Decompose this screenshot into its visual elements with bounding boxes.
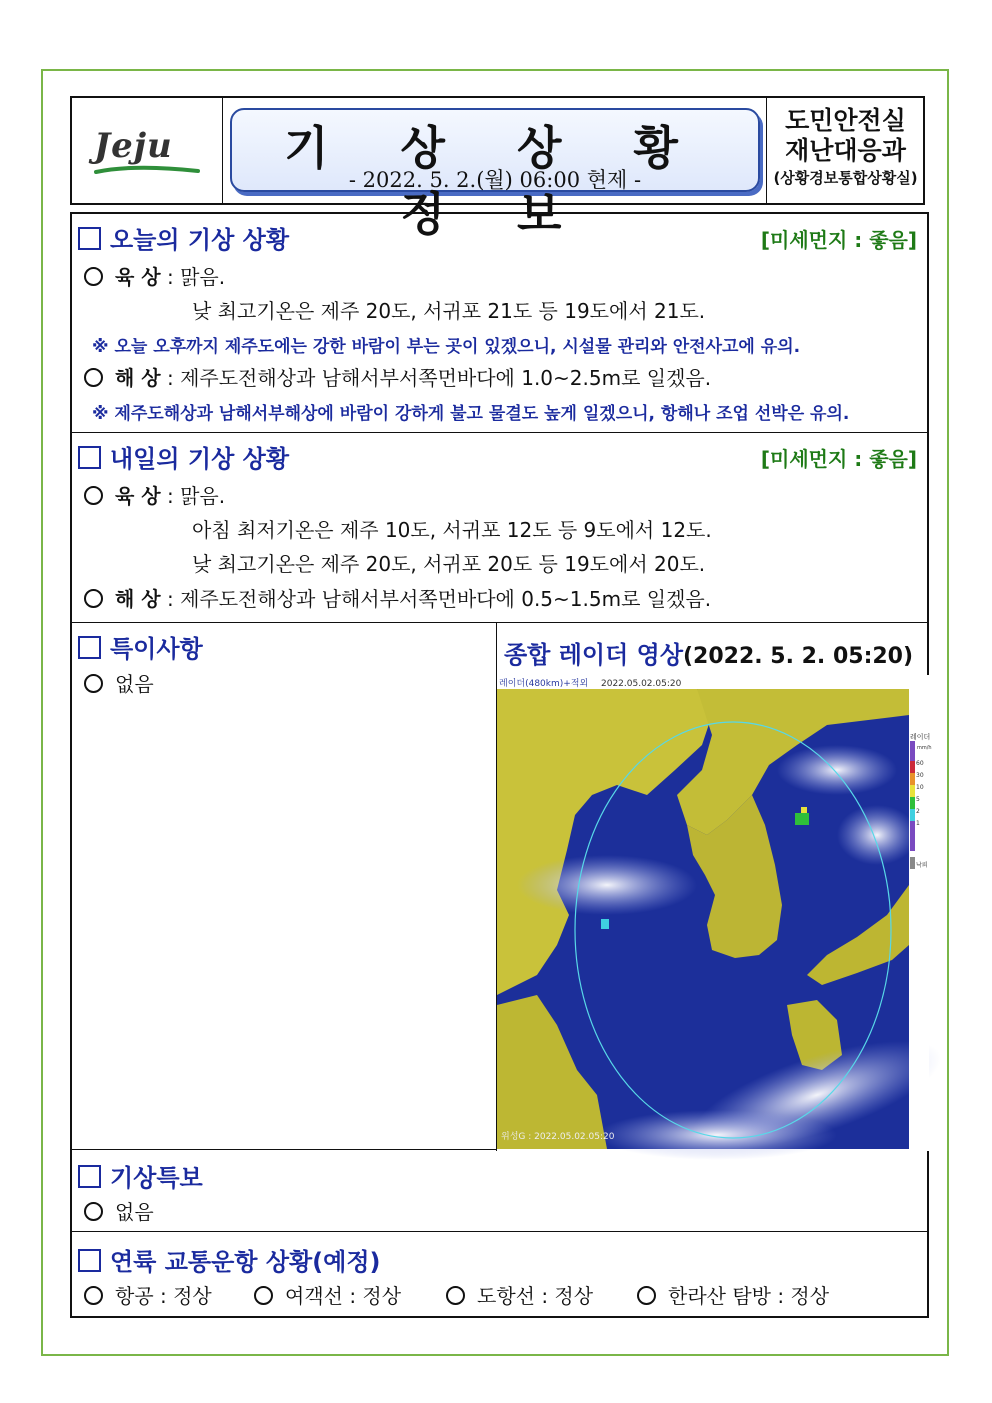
- circle-icon: [84, 1202, 103, 1221]
- logo-swash-icon: [94, 166, 200, 176]
- circle-icon: [84, 267, 103, 286]
- radar-legend-60: 60: [916, 760, 924, 767]
- checkbox-icon: [78, 1165, 101, 1188]
- special-item: 없음: [84, 668, 154, 697]
- radar-legend-10: 10: [916, 784, 924, 791]
- circle-icon: [637, 1286, 656, 1305]
- warning-title: 기상특보: [78, 1158, 203, 1193]
- warning-item: 없음: [84, 1196, 154, 1225]
- traffic-island-ferry: 도항선 : 정상: [446, 1280, 593, 1309]
- traffic-title: 연륙 교통운항 상황(예정): [78, 1242, 381, 1277]
- circle-icon: [84, 1286, 103, 1305]
- today-title: 오늘의 기상 상황: [78, 220, 289, 255]
- radar-image: [496, 675, 932, 1151]
- jeju-logo: Jeju: [94, 126, 173, 166]
- traffic-ferry: 여객선 : 정상: [254, 1280, 401, 1309]
- today-section: [72, 214, 927, 433]
- tomorrow-land-temp-min: 아침 최저기온은 제주 10도, 서귀포 12도 등 9도에서 12도.: [192, 518, 712, 542]
- today-sea: 해 상 : 제주도전해상과 남해서부서쪽먼바다에 1.0~2.5m로 일겠음.: [84, 362, 711, 391]
- tomorrow-sea: 해 상 : 제주도전해상과 남해서부서쪽먼바다에 0.5~1.5m로 일겠음.: [84, 583, 711, 612]
- radar-legend-lightning: 낙뢰: [916, 862, 928, 869]
- page-subtitle: - 2022. 5. 2.(월) 06:00 현제 -: [348, 168, 642, 192]
- radar-img-label-top: 레이더(480km)+적외: [499, 679, 589, 689]
- tomorrow-land-temp-max: 낮 최고기온은 제주 20도, 서귀포 20도 등 19도에서 20도.: [192, 552, 706, 576]
- org-line1: 도민안전실: [785, 106, 906, 135]
- today-land-note: ※ 오늘 오후까지 제주도에는 강한 바람이 부는 곳이 있겠으니, 시설물 관리와 안전사고에 유의.: [92, 337, 801, 357]
- radar-title: 종합 레이더 영상(2022. 5. 2. 05:20): [504, 641, 914, 669]
- page-title: 기 상 상 황 정 보: [284, 121, 706, 241]
- radar-legend-title: 레이더: [910, 733, 931, 741]
- radar-img-label-bottom: 위성G : 2022.05.02.05:20: [501, 1132, 615, 1142]
- radar-img-time-top: 2022.05.02.05:20: [601, 679, 682, 689]
- circle-icon: [84, 368, 103, 387]
- circle-icon: [446, 1286, 465, 1305]
- tomorrow-section: [72, 433, 927, 623]
- circle-icon: [84, 674, 103, 693]
- today-land: 육 상 : 맑음.: [84, 261, 225, 290]
- radar-legend-2: 2: [916, 808, 920, 815]
- org-line3: (상황경보통합상황실): [773, 169, 918, 187]
- circle-icon: [84, 589, 103, 608]
- checkbox-icon: [78, 636, 101, 659]
- warning-section: [72, 1150, 927, 1232]
- radar-map: [497, 675, 932, 1151]
- logo-cell: [72, 98, 223, 203]
- radar-legend-unit: mm/h: [917, 745, 932, 751]
- traffic-air: 항공 : 정상: [84, 1280, 212, 1309]
- today-sea-note: ※ 제주도해상과 남해서부해상에 바람이 강하게 불고 물결도 높게 일겠으니, 항해나 조업 선박은 유의.: [92, 404, 850, 424]
- circle-icon: [254, 1286, 273, 1305]
- title-box: [230, 108, 760, 241]
- body-box: [70, 212, 932, 1318]
- tomorrow-title: 내일의 기상 상황: [78, 439, 289, 474]
- checkbox-icon: [78, 227, 101, 250]
- tomorrow-land: 육 상 : 맑음.: [84, 480, 225, 509]
- radar-legend-1: 1: [916, 820, 920, 827]
- radar-legend-30: 30: [916, 772, 924, 779]
- checkbox-icon: [78, 1249, 101, 1272]
- checkbox-icon: [78, 446, 101, 469]
- tomorrow-dust: [미세먼지 : 좋음]: [760, 447, 917, 471]
- traffic-section: [72, 1232, 927, 1318]
- special-title: 특이사항: [78, 629, 203, 664]
- today-land-temp: 낮 최고기온은 제주 20도, 서귀포 21도 등 19도에서 21도.: [192, 299, 706, 323]
- traffic-hallasan: 한라산 탐방 : 정상: [637, 1280, 829, 1309]
- radar-legend-5: 5: [916, 796, 920, 803]
- org-cell: [766, 98, 924, 203]
- circle-icon: [84, 486, 103, 505]
- org-line2: 재난대응과: [785, 136, 906, 165]
- special-section: [72, 623, 932, 1150]
- today-dust: [미세먼지 : 좋음]: [760, 228, 917, 252]
